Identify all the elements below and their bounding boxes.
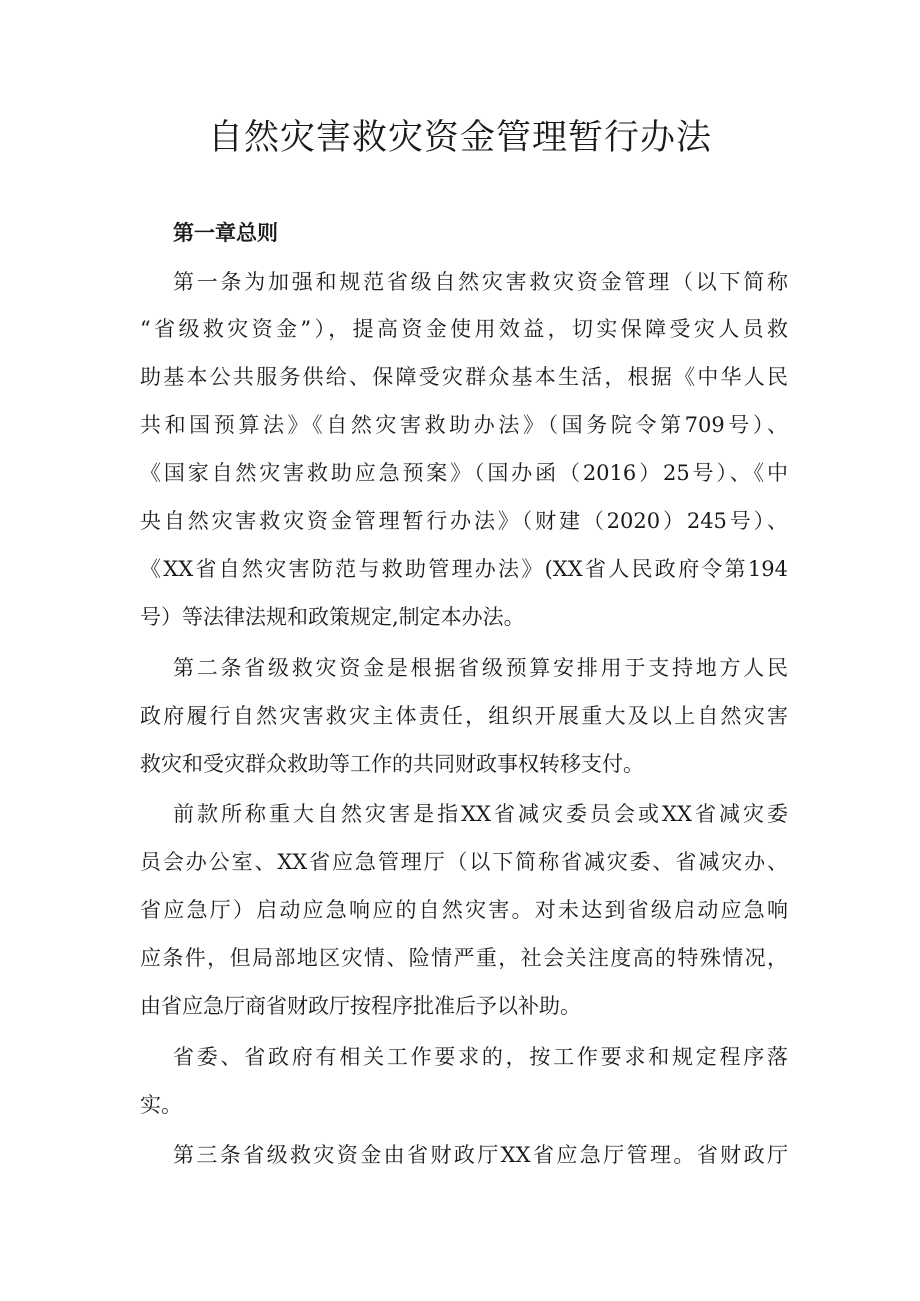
text-line: “省级救灾资金”），提高资金使用效益，切实保障受灾人员救 (140, 317, 788, 341)
text-line: 省应急厅）启动应急响应的自然灾害。对未达到省级启动应急响 (140, 898, 788, 922)
text-line: 前款所称重大自然灾害是指XX省减灾委员会或XX省减灾委 (173, 802, 788, 826)
text-line: 共和国预算法》《自然灾害救助办法》（国务院令第709号）、 (140, 413, 788, 437)
text-line: 实。 (140, 1093, 182, 1117)
text-line: 号）等法律法规和政策规定,制定本办法。 (140, 605, 525, 629)
text-line: 应条件，但局部地区灾情、险情严重，社会关注度高的特殊情况， (140, 946, 788, 970)
text-line: 由省应急厅商省财政厅按程序批准后予以补助。 (140, 994, 581, 1018)
text-line: 政府履行自然灾害救灾主体责任，组织开展重大及以上自然灾害 (140, 704, 788, 728)
text-line: 《XX省自然灾害防范与救助管理办法》(XX省人民政府令第194 (140, 557, 788, 581)
text-line: 助基本公共服务供给、保障受灾群众基本生活，根据《中华人民 (140, 365, 788, 389)
text-line: 省委、省政府有相关工作要求的，按工作要求和规定程序落 (173, 1045, 788, 1069)
chapter-heading: 第一章总则 (173, 221, 278, 245)
text-line: 《国家自然灾害救助应急预案》（国办函（2016）25号）、《中 (140, 461, 788, 485)
document-title: 自然灾害救灾资金管理暂行办法 (207, 118, 712, 158)
text-line: 员会办公室、XX省应急管理厅（以下简称省减灾委、省减灾办、 (140, 850, 788, 874)
text-line: 第三条省级救灾资金由省财政厅XX省应急厅管理。省财政厅 (173, 1143, 788, 1167)
text-line: 央自然灾害救灾资金管理暂行办法》（财建（2020）245号）、 (140, 509, 788, 533)
text-line: 第一条为加强和规范省级自然灾害救灾资金管理（以下简称 (173, 270, 788, 294)
text-line: 救灾和受灾群众救助等工作的共同财政事权转移支付。 (140, 752, 644, 776)
text-line: 第二条省级救灾资金是根据省级预算安排用于支持地方人民 (173, 656, 788, 680)
